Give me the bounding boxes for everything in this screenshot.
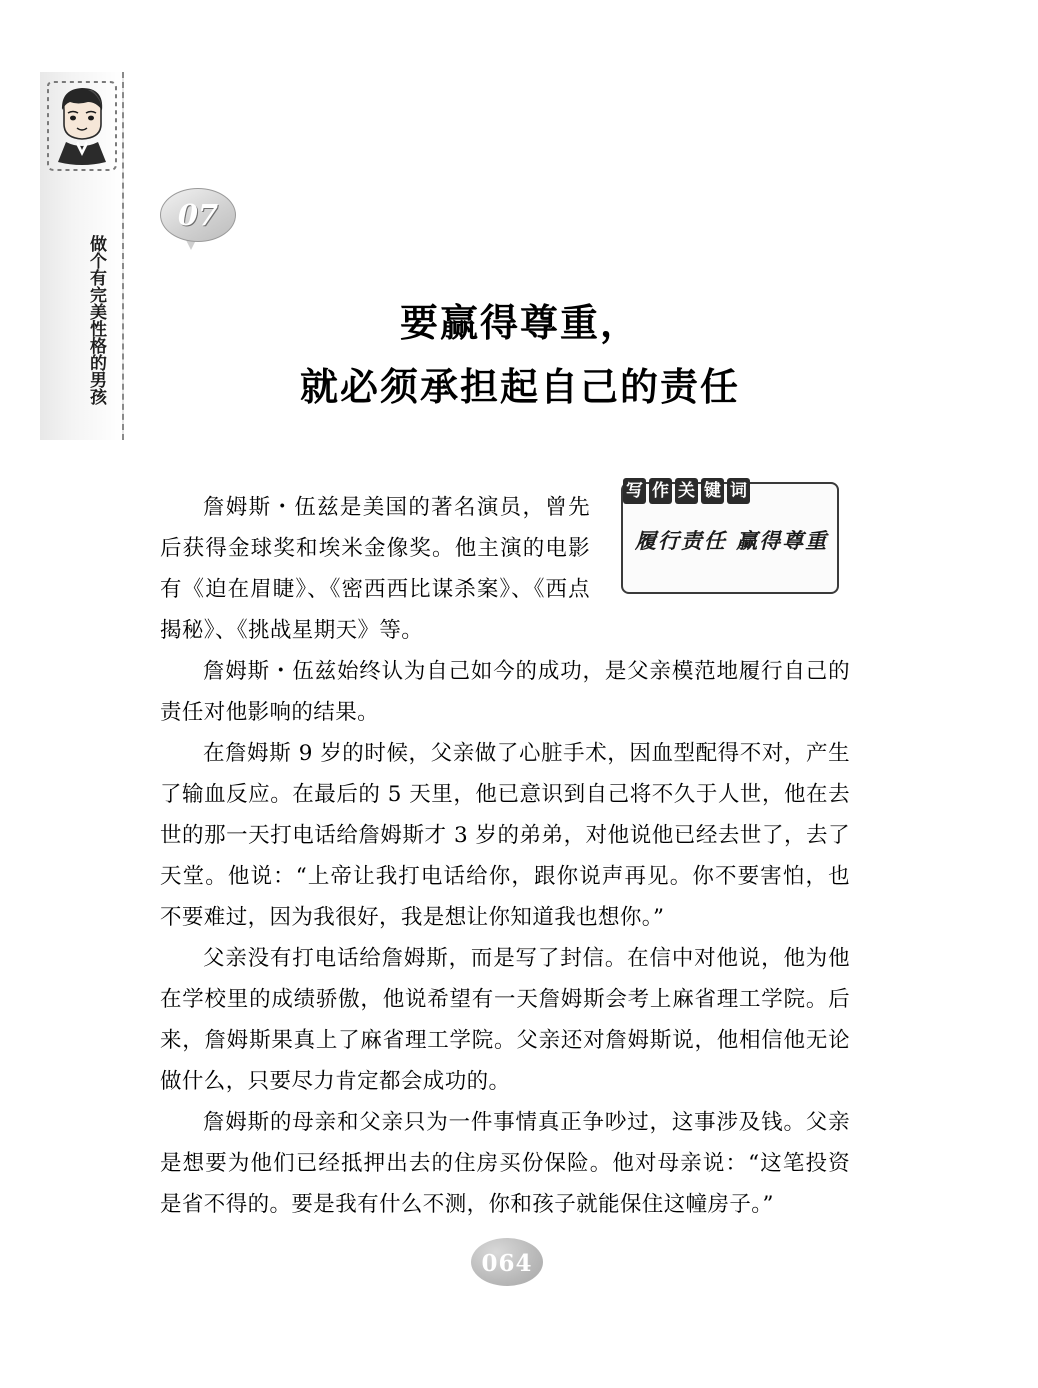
page-title-line-2: 就必须承担起自己的责任 xyxy=(299,364,740,410)
keyword-header-char-2: 作 xyxy=(649,478,672,504)
paragraph-1: 詹姆斯・伍兹是美国的著名演员，曾先后获得金球奖和埃米金像奖。他主演的电影有《迫在眉睫》、《密西西比谋杀案》、《西点揭秘》、《挑战星期天》等。 xyxy=(160,495,590,643)
keyword-header-char-4: 键 xyxy=(701,478,724,504)
boy-face-icon xyxy=(44,80,120,172)
paragraph-5: 詹姆斯的母亲和父亲只为一件事情真正争吵过，这事涉及钱。父亲是想要为他们已经抵押出去的住房买份保险。他对母亲说：“这笔投资是省不得的。要是我有什么不测，你和孩子就能保住这幢房子。” xyxy=(160,1110,850,1217)
sidebar-tab-inner xyxy=(40,72,122,440)
page-number-badge xyxy=(471,1238,543,1286)
keyword-header-char-1: 写 xyxy=(623,478,646,504)
page-title-line-1: 要赢得尊重， xyxy=(399,300,640,346)
keyword-header-char-5: 词 xyxy=(727,478,750,504)
chapter-number-bubble xyxy=(160,188,236,250)
paragraph-4: 父亲没有打电话给詹姆斯，而是写了封信。在信中对他说，他为他在学校里的成绩骄傲，他说希望有一天詹姆斯会考上麻省理工学院。后来，詹姆斯果真上了麻省理工学院。父亲还对詹姆斯说，他相信他无论做什么，只要尽力肯定都会成功的。 xyxy=(160,946,850,1094)
sidebar-tab xyxy=(40,72,124,440)
chapter-number: 07 xyxy=(177,198,219,232)
paragraph-3: 在詹姆斯 9 岁的时候，父亲做了心脏手术，因血型配得不对，产生了输血反应。在最后的 5 天里，他已意识到自己将不久于人世，他在去世的那一天打电话给詹姆斯才 3 岁的弟弟，对他说他已经去世了，去了天堂。他说：“上帝让我打电话给你，跟你说声再见。你不要害怕，也不要难过，因为我很好，我是想让你知道我也想你。” xyxy=(160,741,850,930)
page-number: 064 xyxy=(481,1250,533,1277)
keyword-header-char-3: 关 xyxy=(675,478,698,504)
keyword-box-content: 履行责任 赢得尊重 xyxy=(635,528,829,553)
sidebar-vertical-title: 做个有完美性格的男孩 xyxy=(86,235,106,405)
body-text xyxy=(160,487,850,1225)
paragraph-2: 詹姆斯・伍兹始终认为自己如今的成功，是父亲模范地履行自己的责任对他影响的结果。 xyxy=(160,659,850,725)
page-title xyxy=(170,291,870,419)
